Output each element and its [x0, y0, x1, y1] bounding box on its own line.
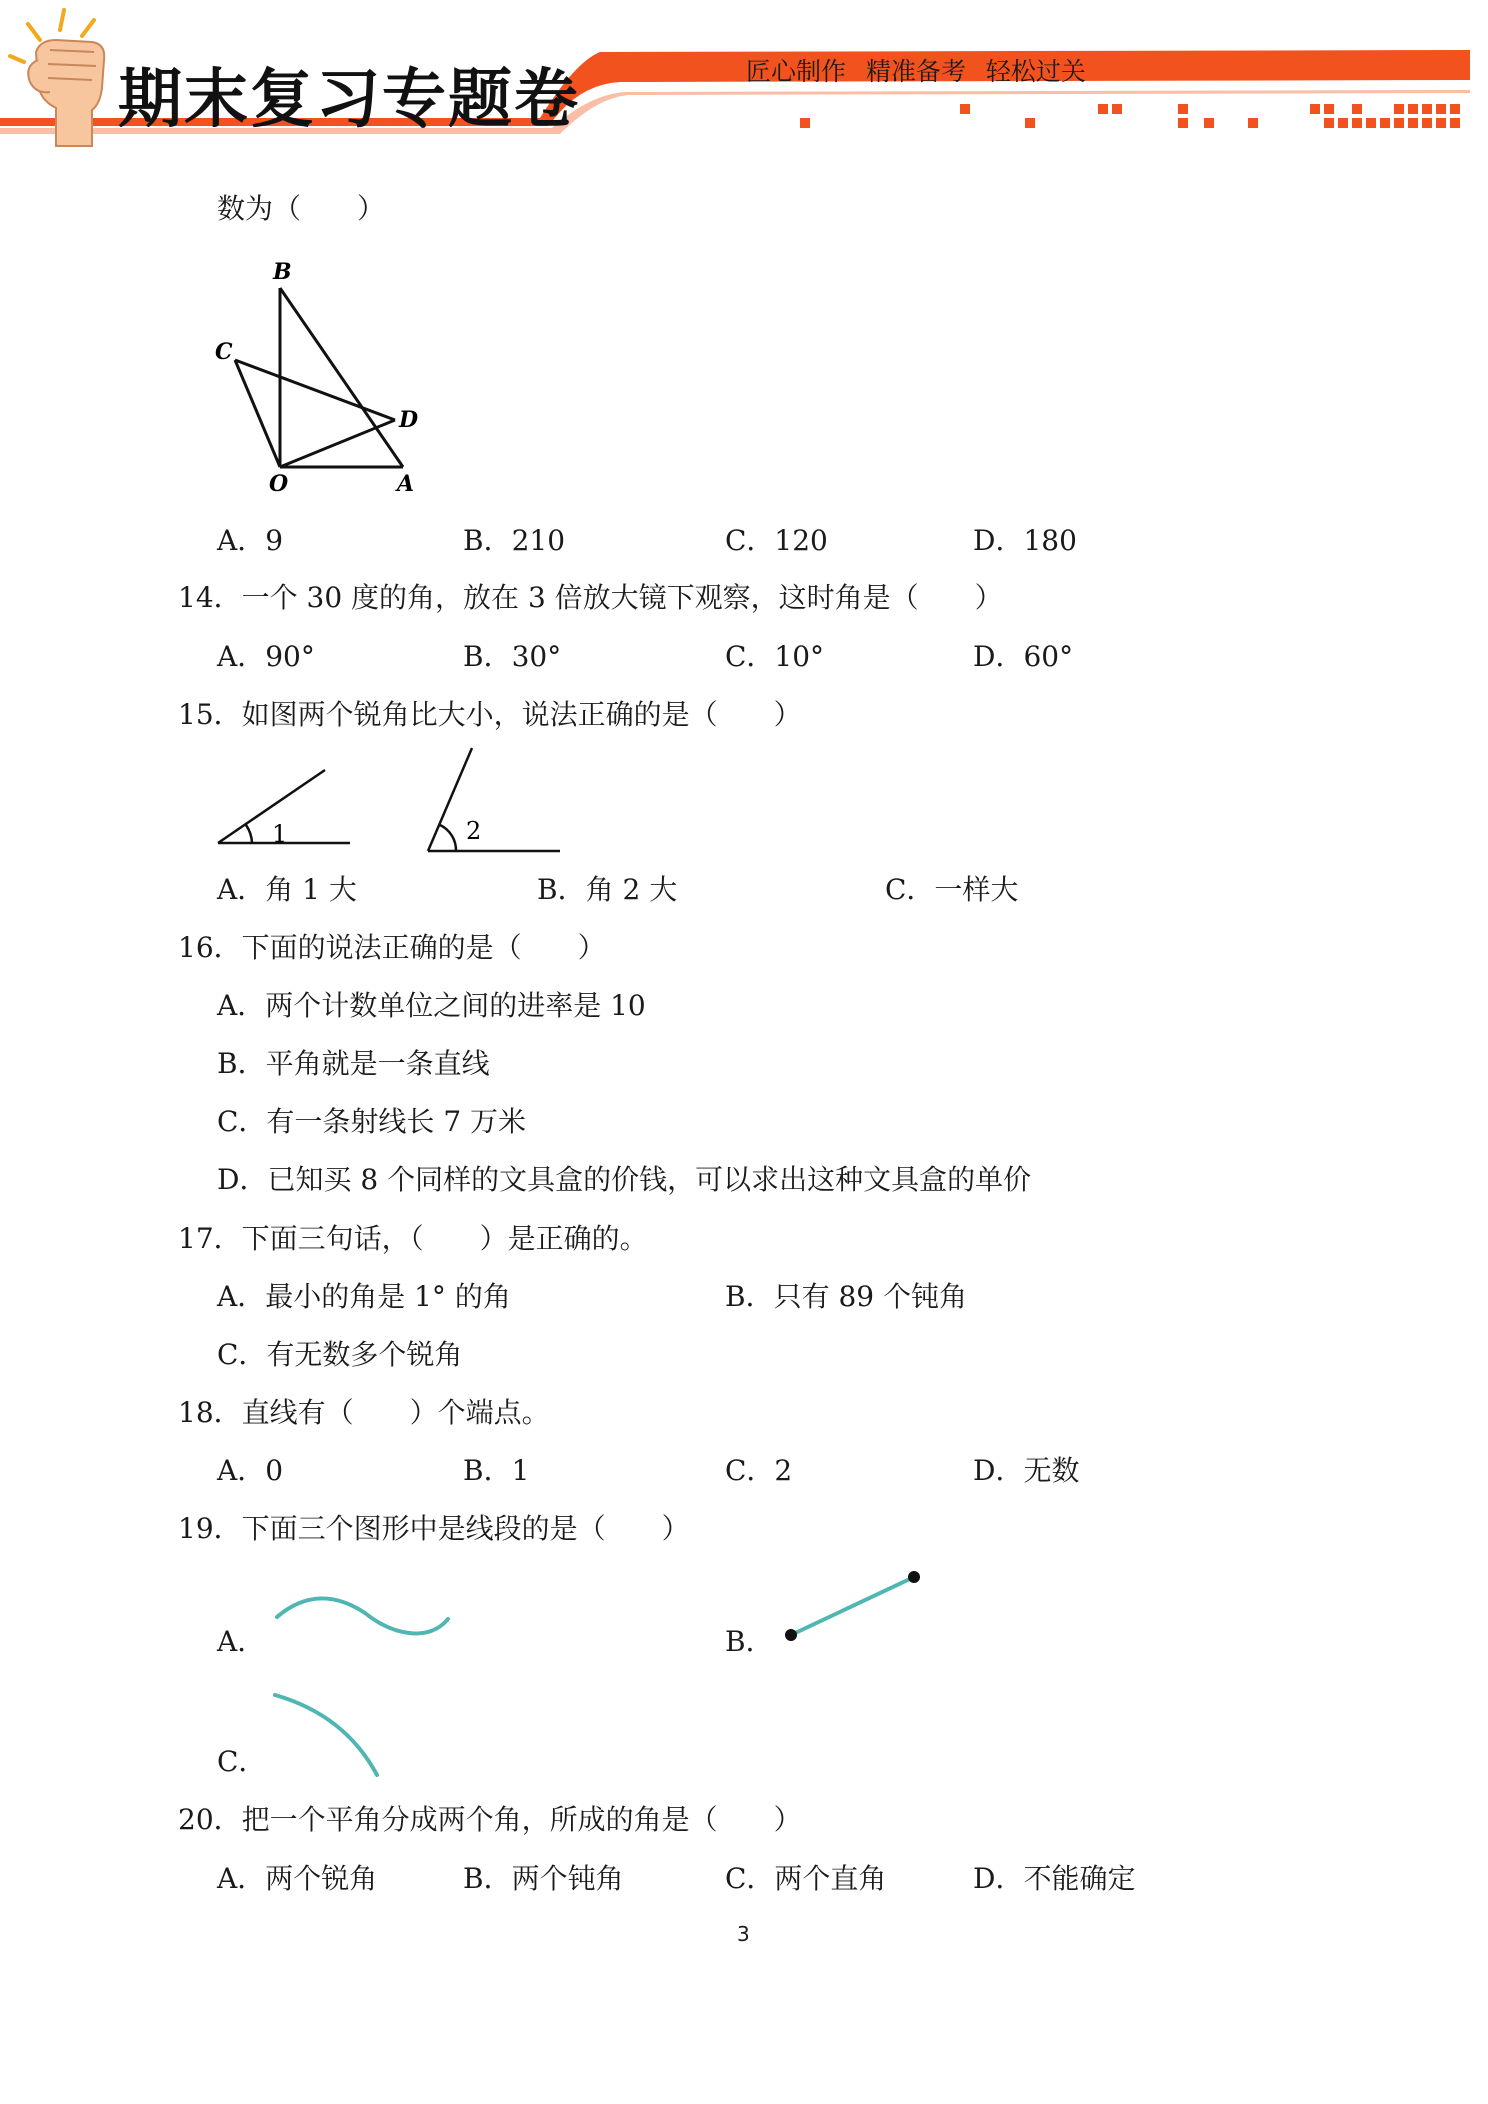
- q17-option-b[interactable]: B．只有 89 个钝角: [725, 1280, 968, 1313]
- q13-angle-figure: [205, 255, 445, 495]
- q20-option-c[interactable]: C．两个直角: [725, 1862, 887, 1895]
- q13-label-o: O: [269, 471, 289, 495]
- page-header: [0, 0, 1488, 150]
- q15-angles-figure: [210, 745, 570, 860]
- q15-angle1-label: 1: [272, 820, 288, 848]
- q13-label-b: B: [273, 259, 292, 285]
- q14-option-c[interactable]: C．10°: [725, 640, 825, 673]
- q15-stem: 15．如图两个锐角比大小，说法正确的是（ ）: [178, 698, 802, 731]
- q13-option-b[interactable]: B．210: [463, 524, 566, 557]
- header-title: 期末复习专题卷: [118, 63, 580, 137]
- q16-option-c[interactable]: C．有一条射线长 7 万米: [217, 1105, 527, 1138]
- q19-curve-figure: [265, 1585, 465, 1655]
- q20-option-b[interactable]: B．两个钝角: [463, 1862, 624, 1895]
- q20-stem: 20．把一个平角分成两个角，所成的角是（ ）: [178, 1803, 802, 1836]
- page-number: 3: [737, 1922, 750, 1946]
- q14-option-d[interactable]: D．60°: [973, 640, 1074, 673]
- q14-option-a[interactable]: A．90°: [217, 640, 315, 673]
- q19-segment-endpoint: [908, 1571, 920, 1583]
- q19-segment-endpoint: [785, 1629, 797, 1641]
- q16-stem: 16．下面的说法正确的是（ ）: [178, 931, 606, 964]
- q15-option-c[interactable]: C．一样大: [885, 873, 1019, 906]
- q14-stem: 14．一个 30 度的角，放在 3 倍放大镜下观察，这时角是（ ）: [178, 581, 1003, 614]
- q19-segment-figure: [778, 1565, 938, 1655]
- q19-option-b[interactable]: B．: [725, 1625, 774, 1658]
- q16-option-b[interactable]: B．平角就是一条直线: [217, 1047, 490, 1080]
- q19-arc-figure: [265, 1685, 395, 1785]
- q18-option-a[interactable]: A．0: [217, 1454, 284, 1487]
- q16-option-a[interactable]: A．两个计数单位之间的进率是 10: [217, 989, 646, 1022]
- q14-option-b[interactable]: B．30°: [463, 640, 562, 673]
- q20-option-d[interactable]: D．不能确定: [973, 1862, 1136, 1895]
- q18-option-c[interactable]: C．2: [725, 1454, 793, 1487]
- q19-stem: 19．下面三个图形中是线段的是（ ）: [178, 1512, 690, 1545]
- q18-option-b[interactable]: B．1: [463, 1454, 530, 1487]
- q17-option-a[interactable]: A．最小的角是 1° 的角: [217, 1280, 511, 1313]
- q19-option-a[interactable]: A．: [217, 1625, 266, 1658]
- q17-option-c[interactable]: C．有无数多个锐角: [217, 1338, 463, 1371]
- q15-option-a[interactable]: A．角 1 大: [217, 873, 357, 906]
- q13-label-c: C: [215, 339, 233, 365]
- q13-label-a: A: [397, 471, 415, 495]
- q15-option-b[interactable]: B．角 2 大: [537, 873, 678, 906]
- q20-option-a[interactable]: A．两个锐角: [217, 1862, 378, 1895]
- q13-option-a[interactable]: A．9: [217, 524, 284, 557]
- q17-stem: 17．下面三句话，（ ）是正确的。: [178, 1222, 648, 1255]
- q18-stem: 18．直线有（ ）个端点。: [178, 1396, 550, 1429]
- q16-option-d[interactable]: D．已知买 8 个同样的文具盒的价钱，可以求出这种文具盒的单价: [217, 1163, 1032, 1196]
- header-slogan: 匠心制作 精准备考 轻松过关: [746, 57, 1086, 86]
- q13-option-d[interactable]: D．180: [973, 524, 1077, 557]
- header-pixel-dots: [800, 104, 1460, 128]
- q18-option-d[interactable]: D．无数: [973, 1454, 1080, 1487]
- q19-option-c[interactable]: C．: [217, 1745, 267, 1778]
- q13-option-c[interactable]: C．120: [725, 524, 828, 557]
- q13-stem-tail: 数为（ ）: [217, 192, 386, 225]
- q13-label-d: D: [399, 407, 419, 433]
- q15-angle2-label: 2: [466, 817, 482, 845]
